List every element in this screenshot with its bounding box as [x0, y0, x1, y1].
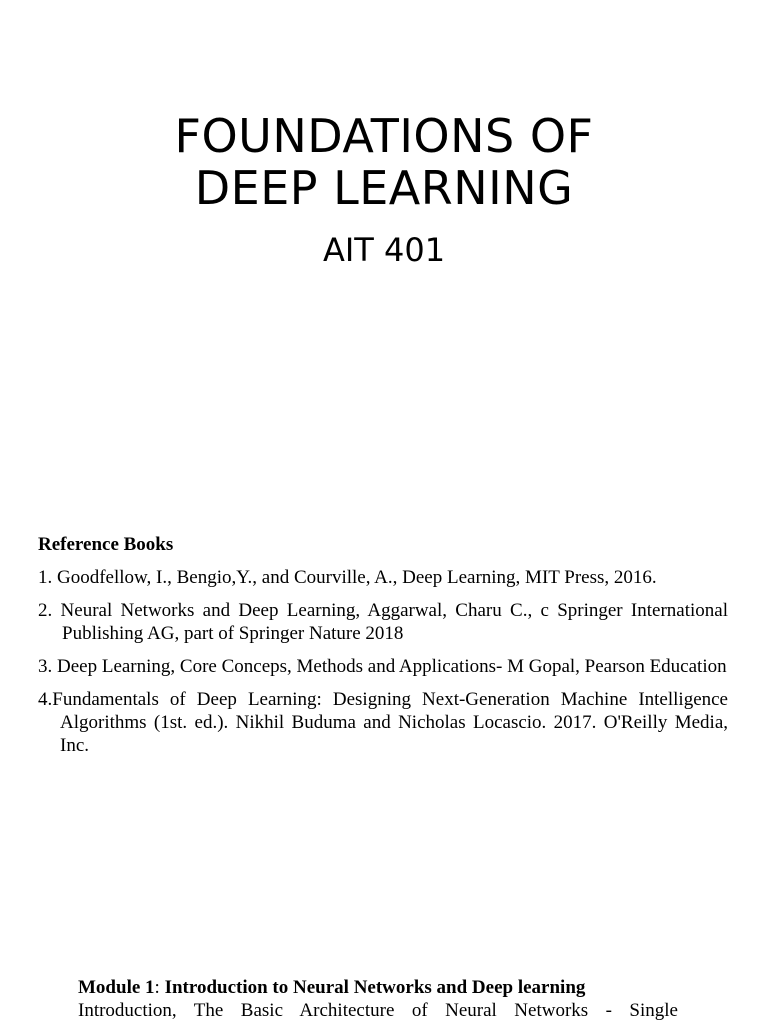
- module-heading: [78, 976, 678, 999]
- module-1-section: [78, 976, 678, 1022]
- reference-item-2: 2. Neural Networks and Deep Learning, Aggarwal, Charu C., c Springer International Publishing AG, part of Springer Nature 2018: [38, 600, 728, 644]
- reference-item-4: 4.Fundamentals of Deep Learning: Designing Next-Generation Machine Intelligence Algorithms (1st. ed.). Nikhil Buduma and Nicholas Locascio. 2017. O'Reilly Media, Inc.: [38, 689, 728, 756]
- module-label: Module 1: [78, 977, 155, 998]
- reference-item-1: 1. Goodfellow, I., Bengio,Y., and Courville, A., Deep Learning, MIT Press, 2016.: [38, 567, 657, 588]
- module-separator: :: [154, 977, 165, 998]
- title-line-2: DEEP LEARNING: [194, 161, 574, 215]
- document-title: [0, 110, 768, 214]
- reference-books-heading: Reference Books: [38, 534, 174, 555]
- reference-books-section: [38, 533, 728, 767]
- reference-item-3: 3. Deep Learning, Core Conceps, Methods and Applications- M Gopal, Pearson Education: [38, 656, 727, 677]
- module-title: Introduction to Neural Networks and Deep learning: [164, 977, 586, 998]
- module-body-text: Introduction, The Basic Architecture of Neural Networks - Single: [78, 1000, 678, 1021]
- title-line-1: FOUNDATIONS OF: [174, 109, 594, 163]
- course-code: AIT 401: [322, 231, 446, 269]
